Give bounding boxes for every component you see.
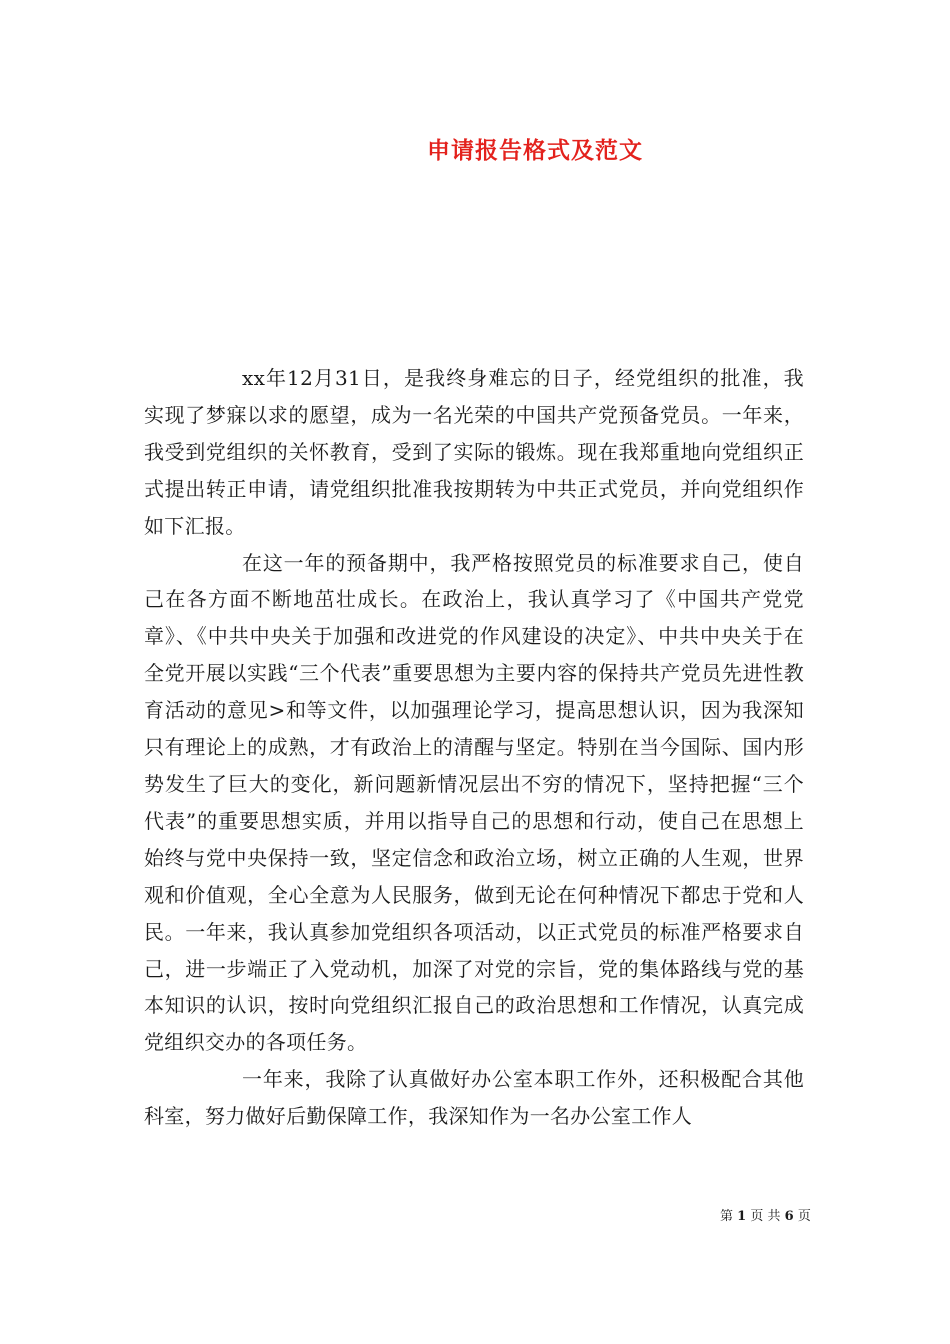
paragraph-2: 在这一年的预备期中，我严格按照党员的标准要求自己，使自己在各方面不断地茁壮成长。在政治上，我认真学习了《中国共产党党章》、《中共中央关于加强和改进党的作风建设的决定》、中共中央关于在全党开展以实践“三个代表”重要思想为主要内容的保持共产党员先进性教育活动的意见>和等文件，以加强理论学习，提高思想认识，因为我深知只有理论上的成熟，才有政治上的清醒与坚定。特别在当今国际、国内形势发生了巨大的变化，新问题新情况层出不穷的情况下，坚持把握“三个代表”的重要思想实质，并用以指导自己的思想和行动，使自己在思想上始终与党中央保持一致，坚定信念和政治立场，树立正确的人生观，世界观和价值观，全心全意为人民服务，做到无论在何种情况下都忠于党和人民。一年来，我认真参加党组织各项活动，以正式党员的标准严格要求自己，进一步端正了入党动机，加深了对党的宗旨，党的集体路线与党的基本知识的认识，按时向党组织汇报自己的政治思想和工作情况，认真完成党组织交办的各项任务。 xyxy=(144,550,804,1055)
footer-middle: 页 共 xyxy=(750,1209,781,1224)
document-body xyxy=(144,360,804,1135)
paragraph-3: 一年来，我除了认真做好办公室本职工作外，还积极配合其他科室，努力做好后勤保障工作，我深知作为一名办公室工作人 xyxy=(144,1067,804,1129)
paragraph-1: xx年12月31日，是我终身难忘的日子，经党组织的批准，我实现了梦寐以求的愿望，成为一名光荣的中国共产党预备党员。一年来，我受到党组织的关怀教育，受到了实际的锻炼。现在我郑重地向党组织正式提出转正申请，请党组织批准我按期转为中共正式党员，并向党组织作如下汇报。 xyxy=(144,366,804,538)
document-title: 申请报告格式及范文 xyxy=(427,137,643,164)
footer-suffix: 页 xyxy=(797,1209,811,1224)
total-page-count: 6 xyxy=(784,1209,794,1224)
current-page-number: 1 xyxy=(737,1209,747,1224)
page-number-footer xyxy=(720,1205,811,1224)
footer-prefix: 第 xyxy=(720,1209,734,1224)
